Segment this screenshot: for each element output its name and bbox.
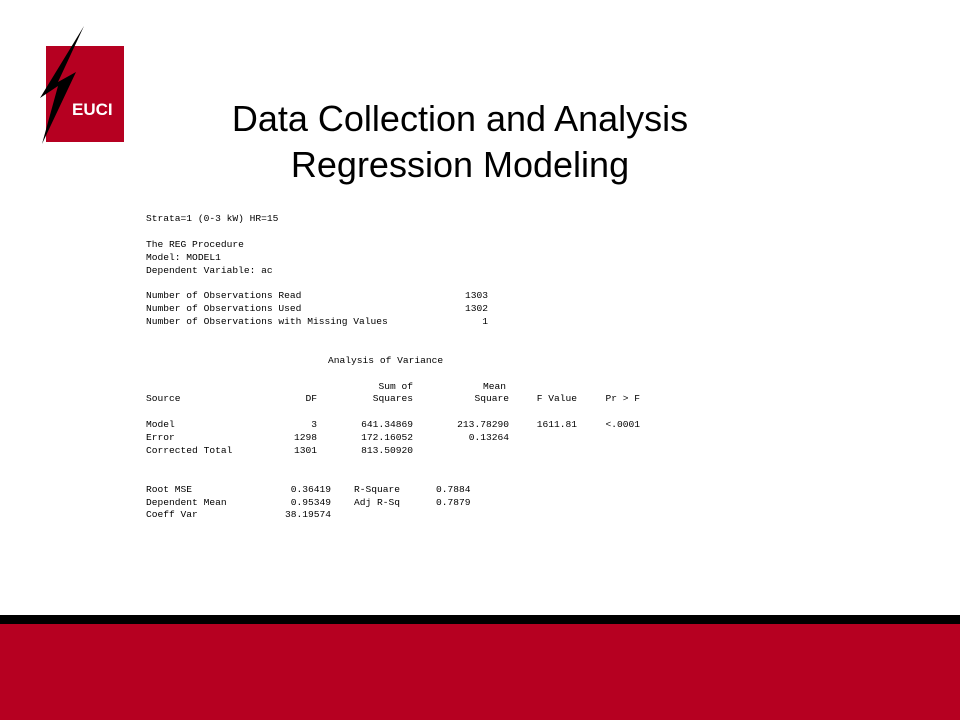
title-line-2: Regression Modeling	[290, 144, 630, 185]
observations-row: Number of Observations Read 1303	[146, 290, 488, 302]
sas-output	[146, 213, 640, 522]
anova-row: Model 3 641.34869 213.78290 1611.81 <.0001	[146, 419, 640, 431]
procedure-line: The REG Procedure	[146, 238, 244, 250]
strata-line: Strata=1 (0-3 kW) HR=15	[146, 213, 279, 224]
observations-row: Number of Observations with Missing Values 1	[146, 316, 488, 328]
fit-stat-row: Root MSE 0.36419 R-Square 0.7884	[146, 483, 471, 495]
logo-text: EUCI	[72, 100, 113, 119]
title-line-1: Data Collection and Analysis	[231, 98, 689, 139]
model-line: Model: MODEL1	[146, 251, 221, 263]
dependent-variable-line: Dependent Variable: ac	[146, 264, 273, 276]
euci-logo	[36, 26, 128, 144]
slide-title	[130, 96, 790, 188]
anova-title: Analysis of Variance	[328, 354, 444, 366]
footer-red-band	[0, 624, 960, 720]
anova-row: Corrected Total 1301 813.50920	[146, 445, 413, 457]
fit-stat-row: Dependent Mean 0.95349 Adj R-Sq 0.7879	[146, 496, 471, 508]
footer-black-stripe	[0, 615, 960, 624]
fit-stat-row: Coeff Var 38.19574	[146, 509, 331, 521]
anova-row: Error 1298 172.16052 0.13264	[146, 432, 509, 444]
anova-title-row	[146, 355, 640, 368]
anova-header: Source DF Squares Square F Value Pr > F	[146, 393, 640, 405]
observations-row: Number of Observations Used 1302	[146, 303, 488, 315]
anova-header-top: Sum of Mean	[378, 380, 506, 392]
lightning-bolt-icon	[36, 26, 128, 144]
